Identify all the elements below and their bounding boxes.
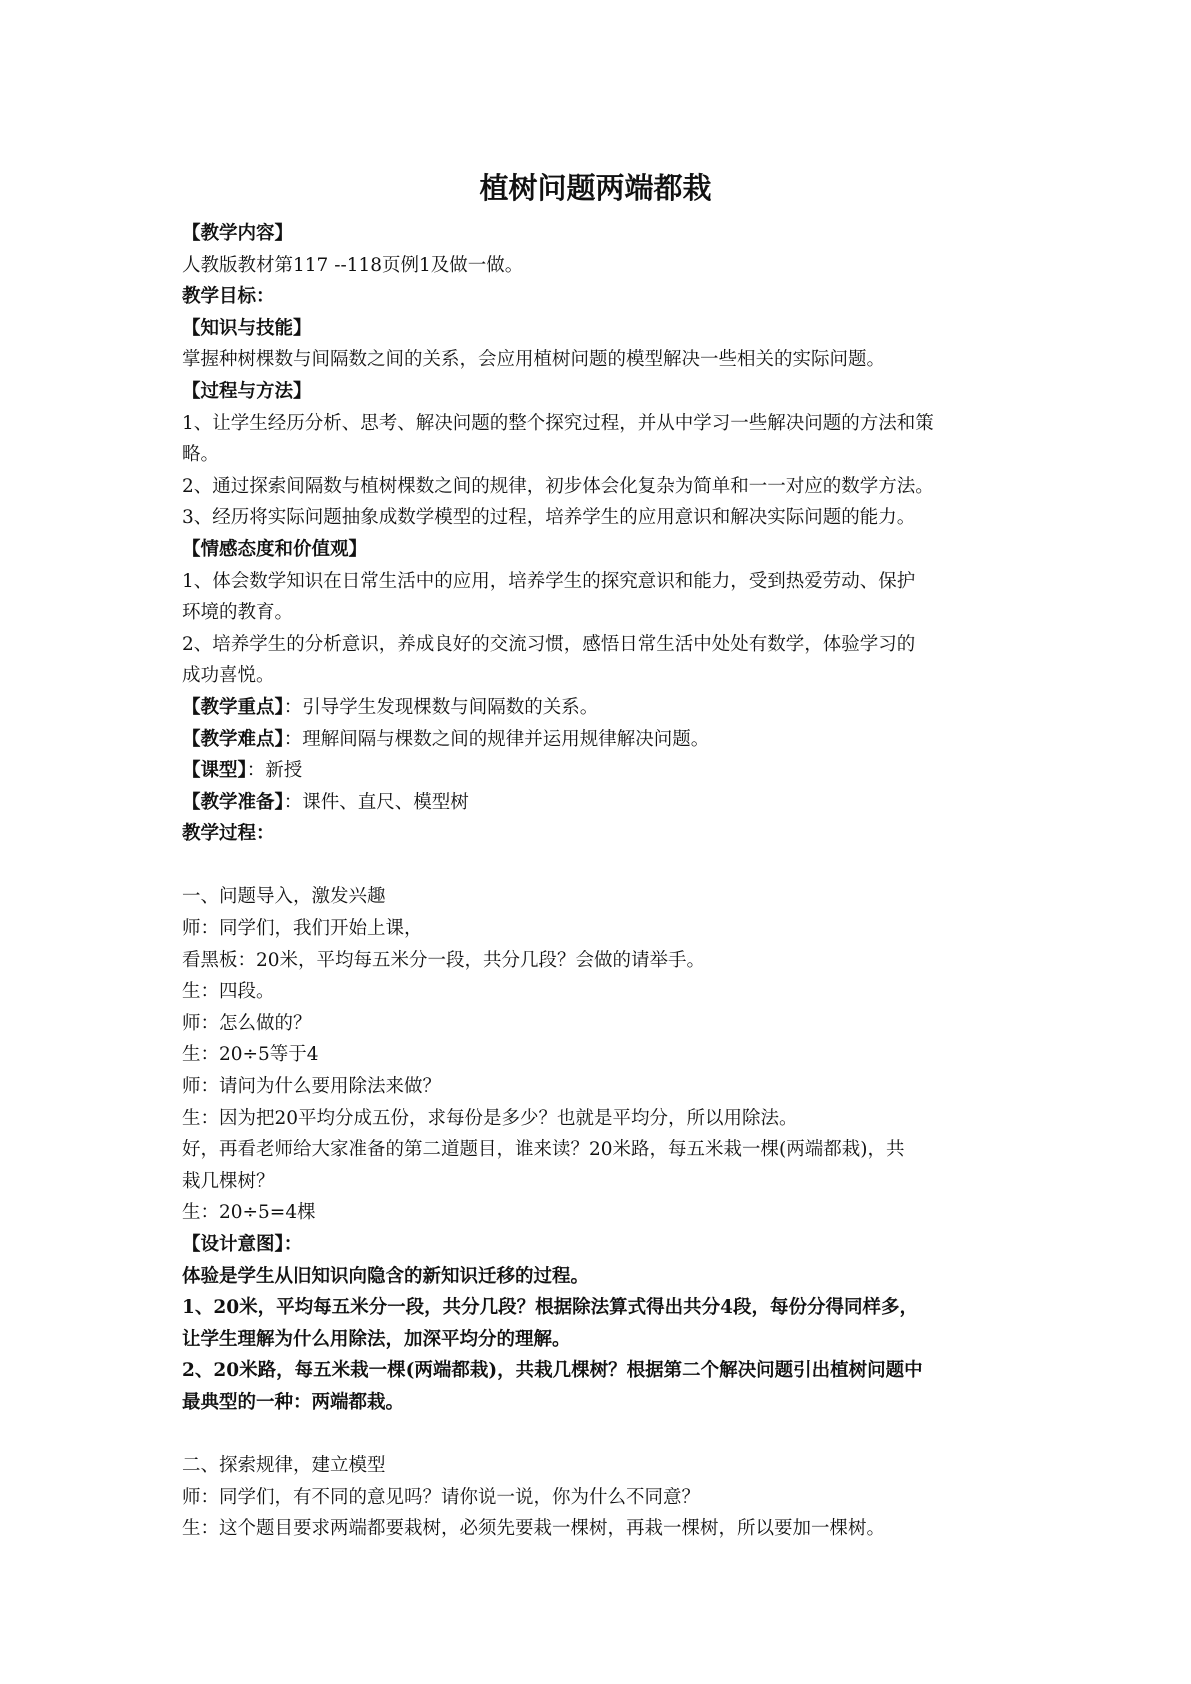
text-line <box>182 629 1032 661</box>
bold-text: 教学目标： <box>182 286 275 308</box>
text-line <box>182 1513 1032 1545</box>
text-line <box>182 1324 1032 1356</box>
text-line <box>182 1450 1032 1482</box>
text-line <box>182 1071 1032 1103</box>
blank-line <box>182 1419 1032 1451</box>
plain-text: 成功喜悦。 <box>182 665 275 687</box>
bold-text: 【教学重点】 <box>182 696 284 718</box>
text-line <box>182 566 1032 598</box>
text-line <box>182 471 1032 503</box>
text-line <box>182 313 1032 345</box>
bold-text: 【教学准备】 <box>182 791 284 813</box>
bold-text: 【课型】 <box>182 760 247 782</box>
bold-text: 体验是学生从旧知识向隐含的新知识迁移的过程。 <box>182 1265 590 1287</box>
bold-text: 最典型的一种：两端都栽。 <box>182 1391 405 1413</box>
text-line <box>182 1039 1032 1071</box>
text-line <box>182 1261 1032 1293</box>
text-line <box>182 1134 1032 1166</box>
text-line <box>182 502 1032 534</box>
text-line <box>182 439 1032 471</box>
bold-text: 教学过程： <box>182 823 275 845</box>
document-body <box>182 218 1032 1545</box>
plain-text: ：引导学生发现棵数与间隔数的关系。 <box>283 696 599 718</box>
bold-text: 【知识与技能】 <box>182 317 312 339</box>
bold-text: 2、20米路，每五米栽一棵(两端都栽)，共栽几棵树？根据第二个解决问题引出植树问题中 <box>182 1360 923 1382</box>
plain-text: 二、探索规律，建立模型 <box>182 1455 386 1477</box>
text-line <box>182 218 1032 250</box>
plain-text: ：课件、直尺、模型树 <box>283 791 469 813</box>
text-line <box>182 534 1032 566</box>
plain-text: 人教版教材第117 --118页例1及做一做。 <box>182 254 524 276</box>
text-line <box>182 787 1032 819</box>
bold-text: 【教学内容】 <box>182 223 294 244</box>
text-line <box>182 1008 1032 1040</box>
plain-text: 3、经历将实际问题抽象成数学模型的过程，培养学生的应用意识和解决实际问题的能力。 <box>182 507 916 529</box>
text-line <box>182 755 1032 787</box>
text-line <box>182 1103 1032 1135</box>
plain-text: 师：怎么做的？ <box>182 1012 312 1034</box>
plain-text: 栽几棵树？ <box>182 1170 275 1192</box>
text-line <box>182 1387 1032 1419</box>
text-line <box>182 1482 1032 1514</box>
bold-text: 1、20米，平均每五米分一段，共分几段？根据除法算式得出共分4段，每份分得同样多， <box>182 1297 918 1319</box>
text-line <box>182 1355 1032 1387</box>
text-line <box>182 660 1032 692</box>
text-line <box>182 692 1032 724</box>
text-line <box>182 1166 1032 1198</box>
bold-text: 【设计意图】： <box>182 1234 303 1255</box>
text-line <box>182 1292 1032 1324</box>
plain-text: 师：请问为什么要用除法来做？ <box>182 1076 442 1098</box>
document-title: 植树问题两端都栽 <box>479 171 712 205</box>
plain-text: ：理解间隔与棵数之间的规律并运用规律解决问题。 <box>283 728 710 750</box>
plain-text: 环境的教育。 <box>182 602 294 624</box>
bold-text: 【情感态度和价值观】 <box>182 538 368 560</box>
bold-text: 【过程与方法】 <box>182 380 312 402</box>
plain-text: 一、问题导入，激发兴趣 <box>182 886 386 908</box>
text-line <box>182 597 1032 629</box>
plain-text: 师：同学们，我们开始上课， <box>182 918 423 940</box>
plain-text: 生：20÷5=4棵 <box>182 1202 316 1224</box>
text-line <box>182 250 1032 282</box>
bold-text: 让学生理解为什么用除法，加深平均分的理解。 <box>182 1328 571 1350</box>
plain-text: 2、通过探索间隔数与植树棵数之间的规律，初步体会化复杂为简单和一一对应的数学方法。 <box>182 475 934 497</box>
bold-text: 【教学难点】 <box>182 728 284 750</box>
plain-text: 1、体会数学知识在日常生活中的应用，培养学生的探究意识和能力，受到热爱劳动、保护 <box>182 570 916 592</box>
text-line <box>182 724 1032 756</box>
text-line <box>182 376 1032 408</box>
plain-text: 生：因为把20平均分成五份，求每份是多少？也就是平均分，所以用除法。 <box>182 1107 798 1129</box>
plain-text: 好，再看老师给大家准备的第二道题目，谁来读？20米路，每五米栽一棵(两端都栽)，共 <box>182 1139 905 1161</box>
plain-text: 生：四段。 <box>182 981 275 1003</box>
text-line <box>182 281 1032 313</box>
text-line <box>182 913 1032 945</box>
plain-text: 1、让学生经历分析、思考、解决问题的整个探究过程，并从中学习一些解决问题的方法和策 <box>182 412 934 434</box>
plain-text: 生：20÷5等于4 <box>182 1044 319 1066</box>
text-line <box>182 344 1032 376</box>
text-line <box>182 976 1032 1008</box>
plain-text: 看黑板：20米，平均每五米分一段，共分几段？会做的请举手。 <box>182 949 706 971</box>
plain-text: 师：同学们，有不同的意见吗？请你说一说，你为什么不同意？ <box>182 1486 701 1508</box>
text-line <box>182 881 1032 913</box>
text-line <box>182 818 1032 850</box>
plain-text: 掌握种树棵数与间隔数之间的关系，会应用植树问题的模型解决一些相关的实际问题。 <box>182 349 886 371</box>
text-line <box>182 1229 1032 1261</box>
plain-text: 略。 <box>182 444 220 466</box>
text-line <box>182 408 1032 440</box>
plain-text: ：新授 <box>246 760 303 782</box>
text-line <box>182 945 1032 977</box>
text-line <box>182 1197 1032 1229</box>
plain-text: 2、培养学生的分析意识，养成良好的交流习惯，感悟日常生活中处处有数学，体验学习的 <box>182 633 916 655</box>
plain-text: 生：这个题目要求两端都要栽树，必须先要栽一棵树，再栽一棵树，所以要加一棵树。 <box>182 1518 886 1540</box>
blank-line <box>182 850 1032 882</box>
